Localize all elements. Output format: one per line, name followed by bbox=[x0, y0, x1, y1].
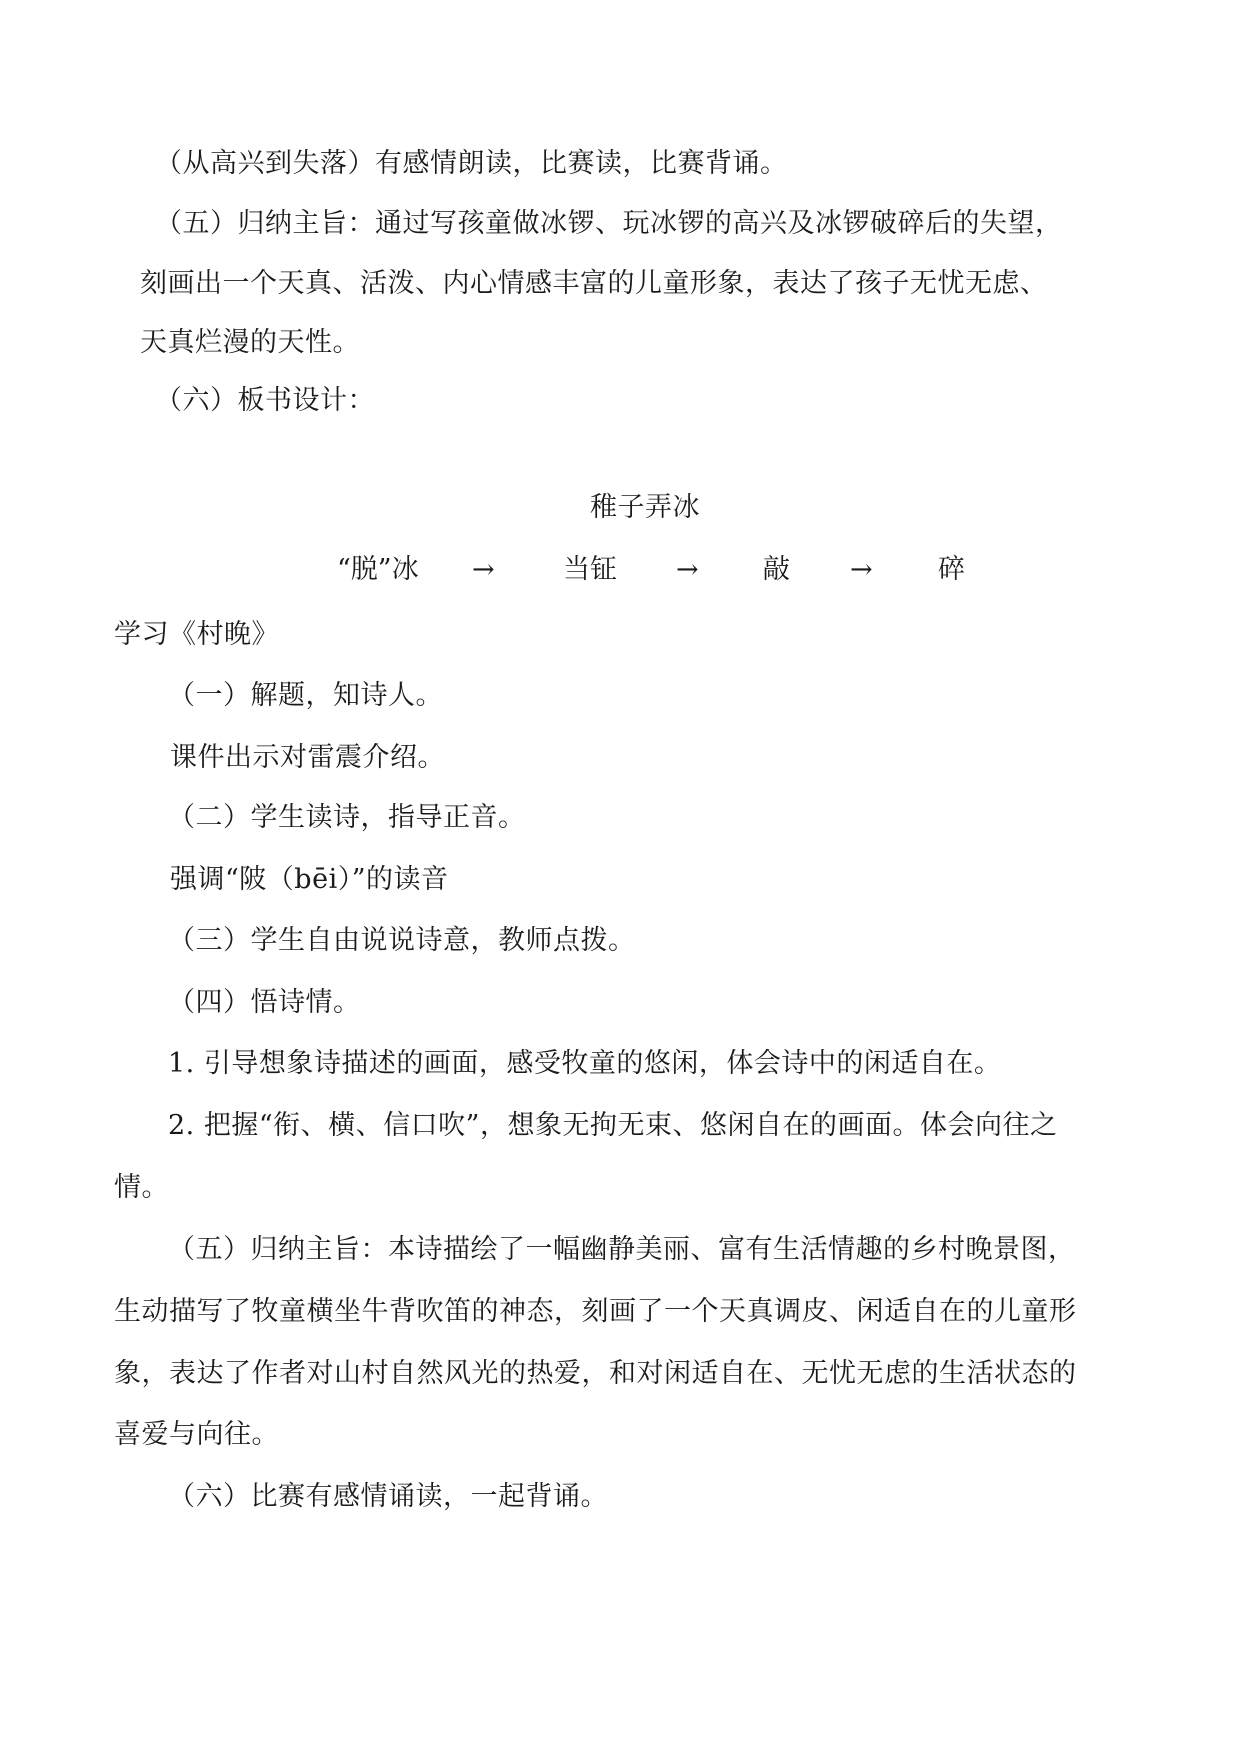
board-title: 稚子弄冰 bbox=[590, 492, 700, 523]
step-3: （三）学生自由说说诗意，教师点拨。 bbox=[168, 925, 636, 956]
board-term-1: “脱”冰 bbox=[337, 554, 419, 585]
point-2-line-2: 情。 bbox=[114, 1172, 169, 1203]
board-design-heading: （六）板书设计： bbox=[155, 385, 375, 416]
step-1-note: 课件出示对雷震介绍。 bbox=[170, 742, 445, 773]
board-term-2: 当钲 bbox=[563, 554, 617, 585]
arrow-icon: → bbox=[850, 554, 873, 585]
summary-line-3: 天真烂漫的天性。 bbox=[140, 327, 360, 358]
summary-line-1 bbox=[155, 206, 1115, 242]
step-1: （一）解题，知诗人。 bbox=[168, 680, 443, 711]
section-title: 学习《村晚》 bbox=[114, 619, 279, 650]
step-2: （二）学生读诗，指导正音。 bbox=[168, 802, 526, 833]
summary-2-line-3: 象，表达了作者对山村自然风光的热爱，和对闲适自在、无忧无虑的生活状态的 bbox=[114, 1358, 1077, 1389]
board-term-3: 敲 bbox=[763, 554, 790, 585]
reading-instruction: （从高兴到失落）有感情朗读，比赛读，比赛背诵。 bbox=[155, 148, 788, 179]
step-6: （六）比赛有感情诵读，一起背诵。 bbox=[168, 1481, 608, 1512]
board-term-4: 碎 bbox=[938, 554, 965, 585]
summary-text-1: （五）归纳主旨：通过写孩童做冰锣、玩冰锣的高兴及冰锣破碎后的失望， bbox=[155, 208, 1063, 239]
step-4: （四）悟诗情。 bbox=[168, 987, 361, 1018]
summary-2-line-1: （五）归纳主旨：本诗描绘了一幅幽静美丽、富有生活情趣的乡村晚景图， bbox=[168, 1234, 1076, 1265]
step-2-note: 强调“陂（bēi）”的读音 bbox=[170, 864, 449, 895]
summary-2-line-2: 生动描写了牧童横坐牛背吹笛的神态，刻画了一个天真调皮、闲适自在的儿童形 bbox=[114, 1296, 1077, 1327]
summary-line-2: 刻画出一个天真、活泼、内心情感丰富的儿童形象，表达了孩子无忧无虑、 bbox=[140, 268, 1048, 299]
summary-2-line-4: 喜爱与向往。 bbox=[114, 1419, 279, 1450]
point-2-line-1: 2. 把握“衔、横、信口吹”，想象无拘无束、悠闲自在的画面。体会向往之 bbox=[168, 1110, 1058, 1141]
arrow-icon: → bbox=[472, 554, 495, 585]
point-1: 1. 引导想象诗描述的画面，感受牧童的悠闲，体会诗中的闲适自在。 bbox=[168, 1048, 1002, 1079]
arrow-icon: → bbox=[676, 554, 699, 585]
